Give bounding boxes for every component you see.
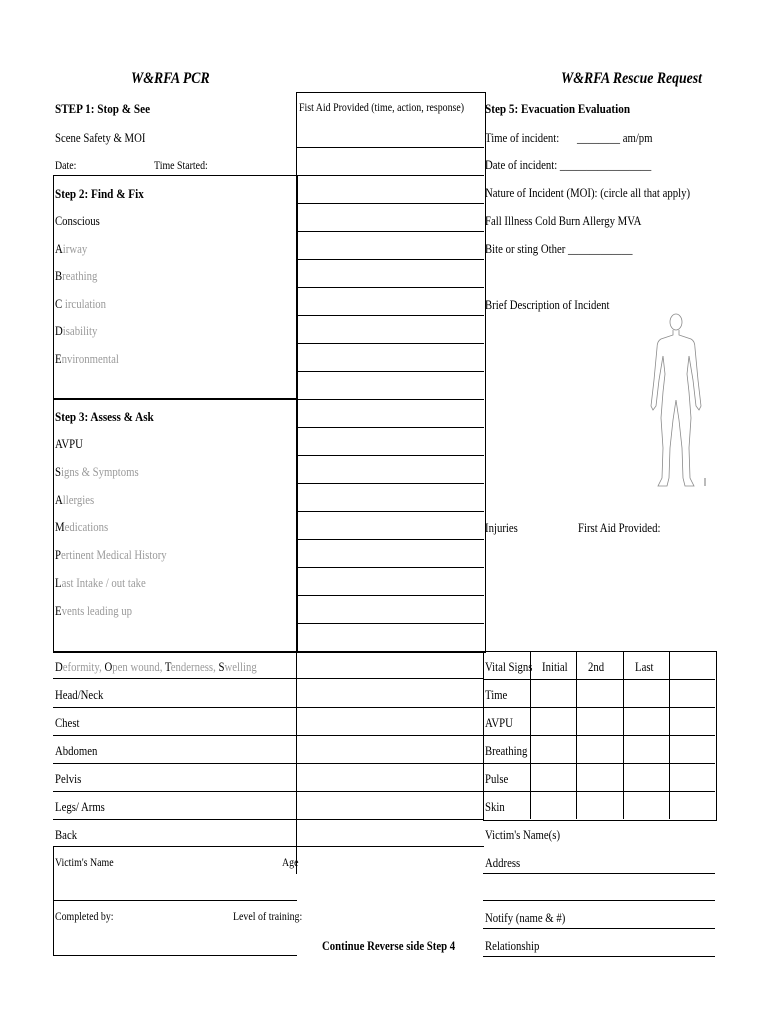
vital-signs-row-label: Breathing bbox=[485, 744, 528, 758]
first-aid-entry-line bbox=[296, 343, 484, 344]
address-label: Address bbox=[485, 856, 521, 870]
step3-item: Pertinent Medical History bbox=[55, 548, 167, 563]
moi-options-row1: Fall Illness Cold Burn Allergy MVA bbox=[485, 214, 642, 228]
victim-name-label: Victim's Name bbox=[55, 857, 114, 869]
body-part-label: Chest bbox=[55, 716, 80, 730]
first-aid-entry-line bbox=[296, 623, 484, 624]
step2-heading: Step 2: Find & Fix bbox=[55, 186, 144, 201]
first-aid-entry-line bbox=[296, 539, 484, 540]
first-aid-entry-line bbox=[296, 511, 484, 512]
first-aid-entry-line bbox=[296, 259, 484, 260]
moi-options-row2: Bite or sting Other ____________ bbox=[485, 242, 633, 256]
rescue-request-title: W&RFA Rescue Request bbox=[561, 70, 702, 87]
first-aid-entry-line bbox=[296, 483, 484, 484]
vital-signs-row-label: Time bbox=[485, 688, 508, 702]
first-aid-entry-line bbox=[296, 455, 484, 456]
dots-label: Deformity, Open wound, Tenderness, Swelling bbox=[55, 660, 257, 674]
notify-label: Notify (name & #) bbox=[485, 911, 566, 925]
first-aid-entry-line bbox=[296, 203, 484, 204]
first-aid-entry-line bbox=[296, 315, 484, 316]
vital-signs-header: Initial bbox=[542, 660, 568, 674]
time-of-incident-label: Time of incident: bbox=[485, 131, 560, 145]
vital-signs-row-label: Pulse bbox=[485, 772, 509, 786]
first-aid-entry-line bbox=[296, 371, 484, 372]
first-aid-entry-line bbox=[296, 287, 484, 288]
step3-item: Last Intake / out take bbox=[55, 576, 146, 590]
first-aid-column bbox=[296, 92, 486, 653]
right-first-aid-label: First Aid Provided: bbox=[578, 521, 661, 535]
step2-item: Environmental bbox=[55, 352, 119, 366]
first-aid-entry-line bbox=[296, 399, 484, 400]
first-aid-entry-line bbox=[296, 791, 484, 792]
first-aid-entry-line bbox=[296, 735, 484, 736]
date-of-incident-field: Date of incident: _________________ bbox=[485, 158, 652, 172]
first-aid-entry-line bbox=[296, 175, 484, 176]
vital-signs-row-label: Skin bbox=[485, 800, 505, 814]
step5-heading: Step 5: Evacuation Evaluation bbox=[485, 101, 631, 116]
first-aid-entry-line bbox=[296, 595, 484, 596]
step3-item: Medications bbox=[55, 520, 109, 535]
first-aid-entry-line bbox=[296, 231, 484, 232]
step2-item: Breathing bbox=[55, 269, 98, 284]
step2-item: C irculation bbox=[55, 296, 107, 311]
step3-heading: Step 3: Assess & Ask bbox=[55, 409, 154, 424]
step3-item: AVPU bbox=[55, 437, 83, 451]
injuries-label: Injuries bbox=[485, 521, 518, 535]
vital-signs-header: 2nd bbox=[588, 660, 605, 674]
step3-item: Allergies bbox=[55, 492, 95, 507]
body-part-label: Abdomen bbox=[55, 744, 98, 758]
body-part-label: Head/Neck bbox=[55, 688, 104, 702]
body-part-label: Pelvis bbox=[55, 772, 82, 786]
vital-signs-row-label: AVPU bbox=[485, 716, 513, 730]
first-aid-entry-line bbox=[296, 427, 484, 428]
step2-item: Conscious bbox=[55, 214, 100, 228]
body-part-label: Back bbox=[55, 828, 78, 842]
age-label: Age bbox=[282, 857, 299, 869]
brief-description-label: Brief Description of Incident bbox=[485, 298, 610, 312]
continue-reverse-note: Continue Reverse side Step 4 bbox=[322, 939, 456, 953]
first-aid-entry-line bbox=[296, 147, 484, 148]
vital-signs-header: Last bbox=[635, 660, 654, 674]
first-aid-entry-line bbox=[296, 707, 484, 708]
time-of-incident-field: ________ am/pm bbox=[577, 131, 653, 145]
vital-signs-header: Vital Signs bbox=[485, 660, 533, 674]
first-aid-entry-line bbox=[296, 846, 484, 847]
time-started-label: Time Started: bbox=[154, 160, 208, 172]
step2-item: Disability bbox=[55, 324, 98, 339]
step3-item: Events leading up bbox=[55, 603, 133, 618]
date-label: Date: bbox=[55, 160, 77, 172]
step2-item: Airway bbox=[55, 241, 88, 256]
scene-safety-label: Scene Safety & MOI bbox=[55, 131, 146, 145]
vital-signs-grid bbox=[483, 651, 717, 821]
relationship-label: Relationship bbox=[485, 939, 540, 953]
completed-by-label: Completed by: bbox=[55, 911, 114, 923]
first-aid-header: Fist Aid Provided (time, action, response) bbox=[299, 102, 465, 114]
first-aid-entry-line bbox=[296, 567, 484, 568]
body-diagram bbox=[643, 308, 711, 494]
first-aid-entry-line bbox=[296, 819, 484, 820]
body-part-label: Legs/ Arms bbox=[55, 800, 105, 814]
victims-names-label: Victim's Name(s) bbox=[485, 828, 561, 842]
step1-heading: STEP 1: Stop & See bbox=[55, 101, 151, 116]
first-aid-entry-line bbox=[296, 678, 484, 679]
nature-of-incident-label: Nature of Incident (MOI): (circle all that apply) bbox=[485, 186, 691, 200]
first-aid-entry-line bbox=[296, 763, 484, 764]
level-of-training-label: Level of training: bbox=[233, 911, 303, 923]
step3-item: Signs & Symptoms bbox=[55, 464, 139, 479]
pcr-title: W&RFA PCR bbox=[131, 70, 210, 87]
